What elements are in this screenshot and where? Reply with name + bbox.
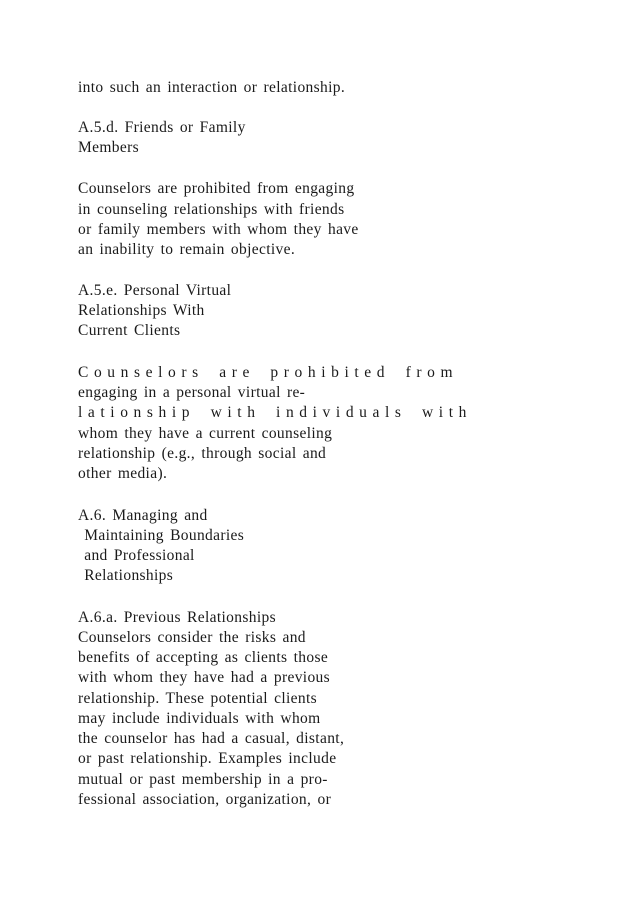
text-line: benefits of accepting as clients those [78, 649, 329, 666]
text-line: mutual or past membership in a pro- [78, 771, 328, 788]
section-heading: A.6.a. Previous Relationships [78, 609, 276, 626]
text-line: Counselors are prohibited from [78, 364, 459, 381]
section-heading: A.5.e. Personal Virtual [78, 282, 232, 299]
section-heading: A.6. Managing and [78, 507, 208, 524]
text-line: may include individuals with whom [78, 710, 321, 727]
text-line: an inability to remain objective. [78, 241, 296, 258]
section-heading: Relationships With [78, 302, 205, 319]
section-heading: Current Clients [78, 322, 181, 339]
text-line: or family members with whom they have [78, 221, 359, 238]
text-line: or past relationship. Examples include [78, 750, 337, 767]
text-line: relationship (e.g., through social and [78, 445, 327, 462]
section-heading: and Professional [78, 547, 195, 564]
section-heading: Maintaining Boundaries [78, 527, 245, 544]
text-line: Counselors consider the risks and [78, 629, 306, 646]
text-line: the counselor has had a casual, distant, [78, 730, 345, 747]
text-line: whom they have a current counseling [78, 425, 333, 442]
text-line: fessional association, organization, or [78, 791, 332, 808]
text-line: engaging in a personal virtual re- [78, 384, 306, 401]
text-line: relationship. These potential clients [78, 690, 318, 707]
section-heading: Members [78, 139, 139, 156]
text-line: into such an interaction or relationship. [78, 79, 346, 96]
section-heading: Relationships [78, 567, 174, 584]
text-line: lationship with individuals with [78, 404, 472, 421]
section-heading: A.5.d. Friends or Family [78, 119, 246, 136]
text-line: Counselors are prohibited from engaging [78, 180, 355, 197]
text-line: other media). [78, 465, 168, 482]
text-line: in counseling relationships with friends [78, 201, 345, 218]
text-line: with whom they have had a previous [78, 669, 331, 686]
